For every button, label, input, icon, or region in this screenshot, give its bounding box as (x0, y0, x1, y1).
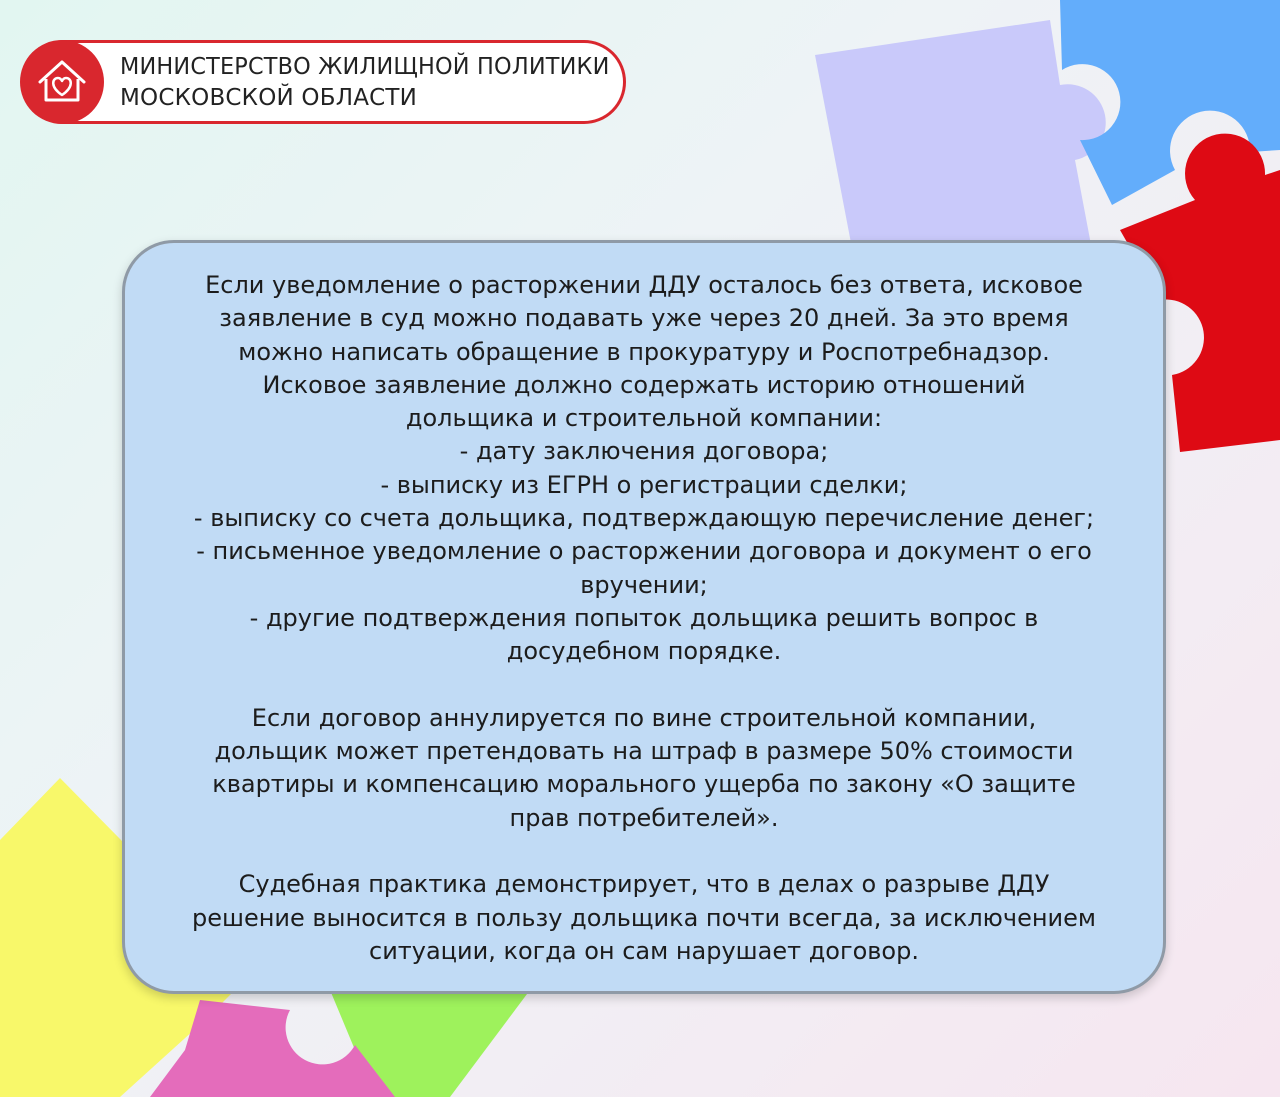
house-with-heart-icon (20, 40, 104, 124)
ministry-name-line2: МОСКОВСКОЙ ОБЛАСТИ (120, 85, 418, 111)
list-item: вручении; (580, 570, 708, 599)
list-item: - выписку со счета дольщика, подтверждающую перечисление денег; (193, 504, 1095, 533)
ministry-name-line1: МИНИСТЕРСТВО ЖИЛИЩНОЙ ПОЛИТИКИ (120, 54, 610, 80)
text-line: Судебная практика демонстрирует, что в делах о разрыве ДДУ (238, 870, 1050, 899)
list-item: - другие подтверждения попыток дольщика решить вопрос в (249, 603, 1039, 632)
info-card (122, 240, 1166, 994)
text-line: Если договор аннулируется по вине строительной компании, (251, 703, 1037, 732)
list-item: - дату заключения договора; (459, 437, 829, 466)
text-line: дольщик может претендовать на штраф в размере 50% стоимости (214, 737, 1074, 766)
text-line: Если уведомление о расторжении ДДУ осталось без ответа, исковое (205, 271, 1083, 299)
text-line: решение выносится в пользу дольщика почти всегда, за исключением (191, 903, 1096, 932)
paragraph-gap (125, 669, 1163, 702)
list-item: досудебном порядке. (506, 637, 782, 666)
list-item: - выписку из ЕГРН о регистрации сделки; (380, 470, 908, 499)
list-item: - письменное уведомление о расторжении договора и документ о его (196, 537, 1092, 566)
text-line: ситуации, когда он сам нарушает договор. (369, 936, 919, 965)
paragraph-gap (125, 835, 1163, 868)
text-line: дольщика и строительной компании: (405, 404, 883, 433)
ministry-name (120, 52, 620, 114)
info-card-text (125, 269, 1163, 968)
ministry-logo (20, 40, 104, 124)
text-line: квартиры и компенсацию морального ущерба по закону «О защите (212, 770, 1076, 799)
text-line: можно написать обращение в прокуратуру и Роспотребнадзор. (238, 337, 1050, 366)
text-line: заявление в суд можно подавать уже через 20 дней. За это время (219, 304, 1069, 333)
text-line: Исковое заявление должно содержать историю отношений (262, 370, 1026, 399)
text-line: прав потребителей». (509, 803, 779, 832)
